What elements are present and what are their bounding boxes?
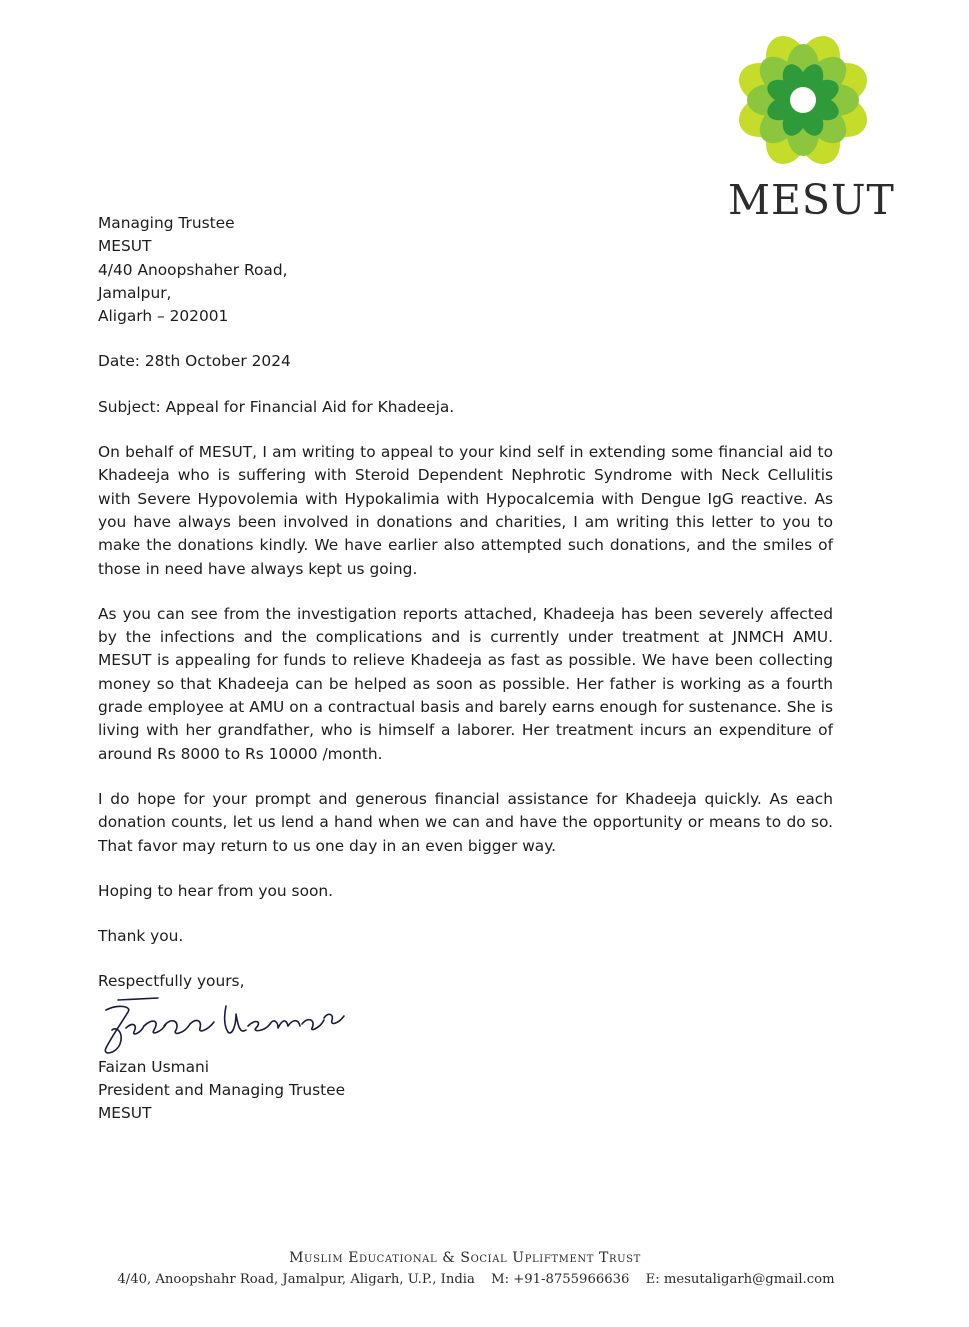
signer-title: President and Managing Trustee bbox=[98, 1081, 346, 1100]
recipient-line: Managing Trustee bbox=[98, 214, 235, 232]
recipient-line: MESUT bbox=[98, 237, 152, 256]
footer-email: E: mesutaligarh@gmail.com bbox=[645, 1272, 835, 1287]
footer-contact bbox=[112, 1272, 852, 1287]
footer-mobile: M: +91-8755966636 bbox=[491, 1272, 630, 1287]
closing-line: Thank you. bbox=[98, 927, 184, 946]
paragraph: On behalf of MESUT, I am writing to appeal to your kind self in extending some financial aid to Khadeeja who is suffering with Steroid Dependent Nephrotic Syndrome with Neck Cellulitis with Severe Hypovolemia with Hypokalimia with Hypocalcemia with Dengue IgG reactive. As you have always been involved in donations and charities, I am writing this letter to you to make the donations kindly. We have earlier also attempted such donations, and the smiles of those in need have always kept us going. bbox=[98, 443, 833, 578]
letter-date: Date: 28th October 2024 bbox=[98, 352, 291, 371]
footer-org-name: Muslim Educational & Social Upliftment Trust bbox=[289, 1250, 641, 1266]
closing-line: Respectfully yours, bbox=[98, 972, 245, 991]
mesut-logo bbox=[728, 30, 895, 224]
handwritten-signature bbox=[98, 996, 833, 1056]
paragraph: As you can see from the investigation reports attached, Khadeeja has been severely affected by the infections and the complications and is currently under treatment at JNMCH AMU. MESUT is appealing for funds to relieve Khadeeja as fast as possible. We have been collecting money so that Khadeeja can be helped as soon as possible. Her father is working as a fourth grade employee at AMU on a contractual basis and barely earns enough for sustenance. She is living with her grandfather, who is himself a laborer. Her treatment incurs an expenditure of around Rs 8000 to Rs 10000 /month. bbox=[98, 604, 833, 763]
recipient-line: Aligarh – 202001 bbox=[98, 307, 229, 326]
logo-wordmark: MESUT bbox=[728, 176, 895, 224]
signer-org: MESUT bbox=[98, 1104, 152, 1123]
recipient-address bbox=[98, 212, 833, 328]
closing-line: Hoping to hear from you soon. bbox=[98, 881, 334, 900]
signer-block bbox=[98, 1056, 833, 1126]
recipient-line: Jamalpur, bbox=[98, 283, 172, 302]
letter-body bbox=[98, 212, 833, 1126]
recipient-line: 4/40 Anoopshaher Road, bbox=[98, 260, 288, 279]
letter-subject: Subject: Appeal for Financial Aid for Khadeeja. bbox=[98, 397, 455, 416]
flower-logo-icon bbox=[738, 30, 868, 170]
signer-name: Faizan Usmani bbox=[98, 1057, 210, 1076]
paragraph: I do hope for your prompt and generous financial assistance for Khadeeja quickly. As each donation counts, let us lend a hand when we can and have the opportunity or means to do so. That favor may return to us one day in an even bigger way. bbox=[98, 789, 833, 855]
footer-address: 4/40, Anoopshahr Road, Jamalpur, Aligarh, U.P., India bbox=[117, 1272, 475, 1287]
